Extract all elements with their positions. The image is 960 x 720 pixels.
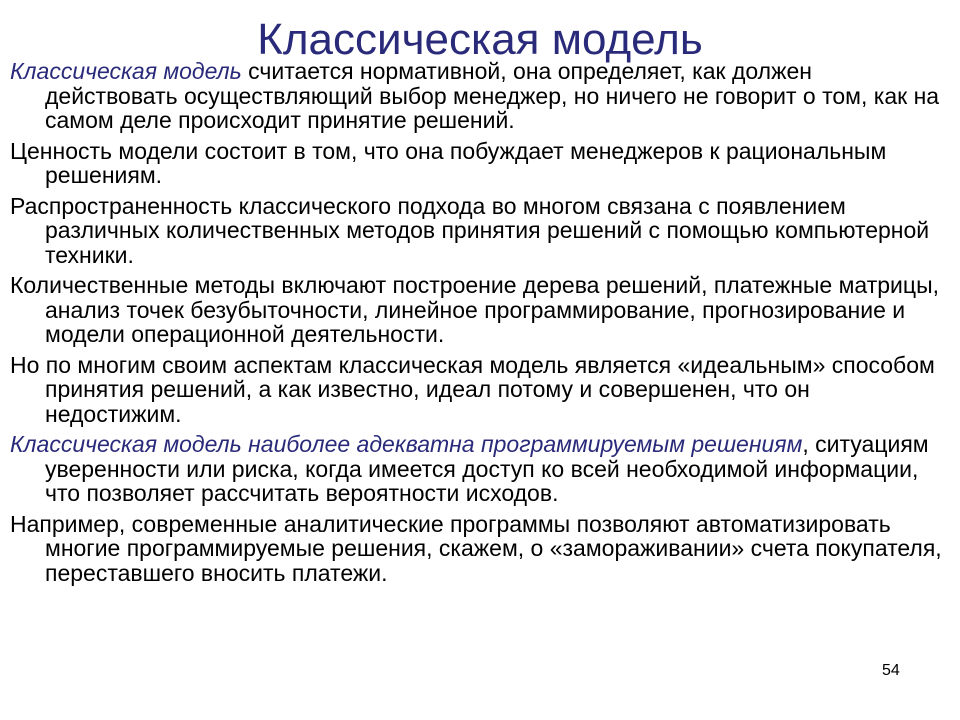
paragraph-2 xyxy=(10,139,945,188)
paragraph-3 xyxy=(10,194,945,268)
paragraph-5 xyxy=(10,353,945,427)
paragraph-text: Ценность модели состоит в том, что она побуждает менеджеров к рациональным решениям. xyxy=(10,137,887,188)
paragraph-emphasis: Классическая модель xyxy=(10,58,242,84)
paragraph-7 xyxy=(10,512,945,586)
paragraph-text: Количественные методы включают построение дерева решений, платежные матрицы, анализ точек безубыточности, линейное программирование, прогнозирование и модели операционной деятельности. xyxy=(10,272,939,347)
paragraph-text: Например, современные аналитические программы позволяют автоматизировать многие программируемые решения, скажем, о «замораживании» счета покупателя, переставшего вносить платежи. xyxy=(10,510,942,586)
paragraph-text: считается нормативной, она определяет, как должен действовать осуществляющий выбор менеджер, но ничего не говорит о том, как на самом деле происходит принятие решений. xyxy=(45,58,940,133)
paragraph-emphasis: Классическая модель наиболее адекватна программируемым решениям xyxy=(10,431,803,457)
paragraph-6 xyxy=(10,432,945,506)
slide-title: Классическая модель xyxy=(257,15,703,64)
page-number: 54 xyxy=(882,662,900,679)
paragraph-1 xyxy=(10,59,945,133)
paragraph-text: Но по многим своим аспектам классическая модель является «идеальным» способом принятия решений, а как известно, идеал потому и совершенен, что он недостижим. xyxy=(10,351,935,427)
paragraph-text: Распространенность классического подхода во многом связана с появлением различных количественных методов принятия решений с помощью компьютерной техники. xyxy=(10,192,930,268)
slide-body xyxy=(10,59,945,591)
paragraph-4 xyxy=(10,273,945,347)
paragraph-text: , ситуациям уверенности или риска, когда имеется доступ ко всей необходимой информации, что позволяет рассчитать вероятности исходов. xyxy=(45,431,929,506)
